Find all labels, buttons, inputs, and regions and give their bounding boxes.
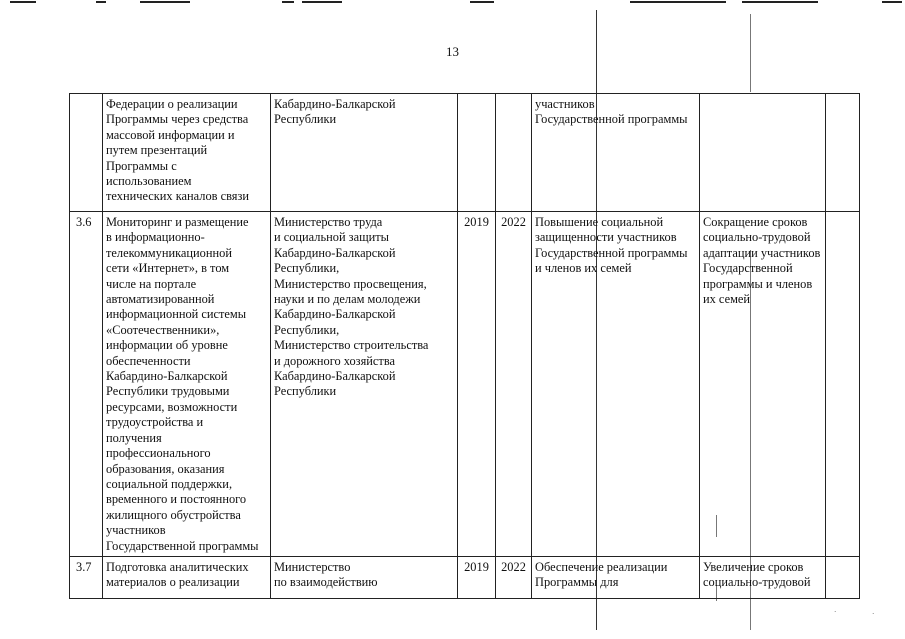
- scan-speck: ·: [872, 610, 875, 618]
- effect-cell: Сокращение сроков социально-трудовой адаптации участников Государственной программы и членов их семей: [700, 212, 826, 557]
- scan-dash: [630, 1, 726, 3]
- row-number-cell: [70, 94, 103, 212]
- end-year-cell: 2022: [496, 556, 532, 598]
- expected-result-cell: Повышение социальной защищенности участников Государственной программы и членов их семей: [532, 212, 700, 557]
- scan-artifact-strip: [0, 0, 905, 6]
- expected-result-cell: Обеспечение реализации Программы для: [532, 556, 700, 598]
- start-year-cell: [458, 94, 496, 212]
- scan-speck: ·: [834, 608, 837, 616]
- end-year-cell: [496, 94, 532, 212]
- row-number-cell: 3.6: [70, 212, 103, 557]
- event-cell: Мониторинг и размещение в информационно- телекоммуникационной сети «Интернет», в том числе на портале автоматизированной информационной системы «Соотечественники», информации об уровне обеспеченности Кабардино-Балкарской Республики трудовыми ресурсами, возможности трудоустройства и получения профессионального образования, оказания социальной поддержки, временного и постоянного жилищного обустройства участников Государственной программы: [103, 212, 271, 557]
- program-events-table: [69, 93, 860, 599]
- table-row: [70, 212, 860, 557]
- extra-cell: [826, 556, 860, 598]
- effect-cell: Увеличение сроков социально-трудовой: [700, 556, 826, 598]
- scan-dash: [302, 1, 342, 3]
- event-cell: Федерации о реализации Программы через средства массовой информации и путем презентаций Программы с использованием технических каналов связи: [103, 94, 271, 212]
- start-year-cell: 2019: [458, 556, 496, 598]
- expected-result-cell: участников Государственной программы: [532, 94, 700, 212]
- start-year-cell: 2019: [458, 212, 496, 557]
- scan-dash: [742, 1, 818, 3]
- executors-cell: Министерство труда и социальной защиты Кабардино-Балкарской Республики, Министерство просвещения, науки и по делам молодежи Кабардино-Балкарской Республики, Министерство строительства и дорожного хозяйства Кабардино-Балкарской Республики: [271, 212, 458, 557]
- extra-cell: [826, 212, 860, 557]
- end-year-cell: 2022: [496, 212, 532, 557]
- scan-dash: [10, 1, 36, 3]
- scan-dash: [140, 1, 190, 3]
- effect-cell: [700, 94, 826, 212]
- table-row: [70, 556, 860, 598]
- event-cell: Подготовка аналитических материалов о реализации: [103, 556, 271, 598]
- scan-dash: [882, 1, 902, 3]
- scan-line: [750, 14, 751, 92]
- executors-cell: Кабардино-Балкарской Республики: [271, 94, 458, 212]
- row-number-cell: 3.7: [70, 556, 103, 598]
- extra-cell: [826, 94, 860, 212]
- scan-dash: [282, 1, 294, 3]
- table-row: [70, 94, 860, 212]
- executors-cell: Министерство по взаимодействию: [271, 556, 458, 598]
- page-number: 13: [446, 44, 459, 59]
- scan-dash: [470, 1, 494, 3]
- scan-dash: [96, 1, 106, 3]
